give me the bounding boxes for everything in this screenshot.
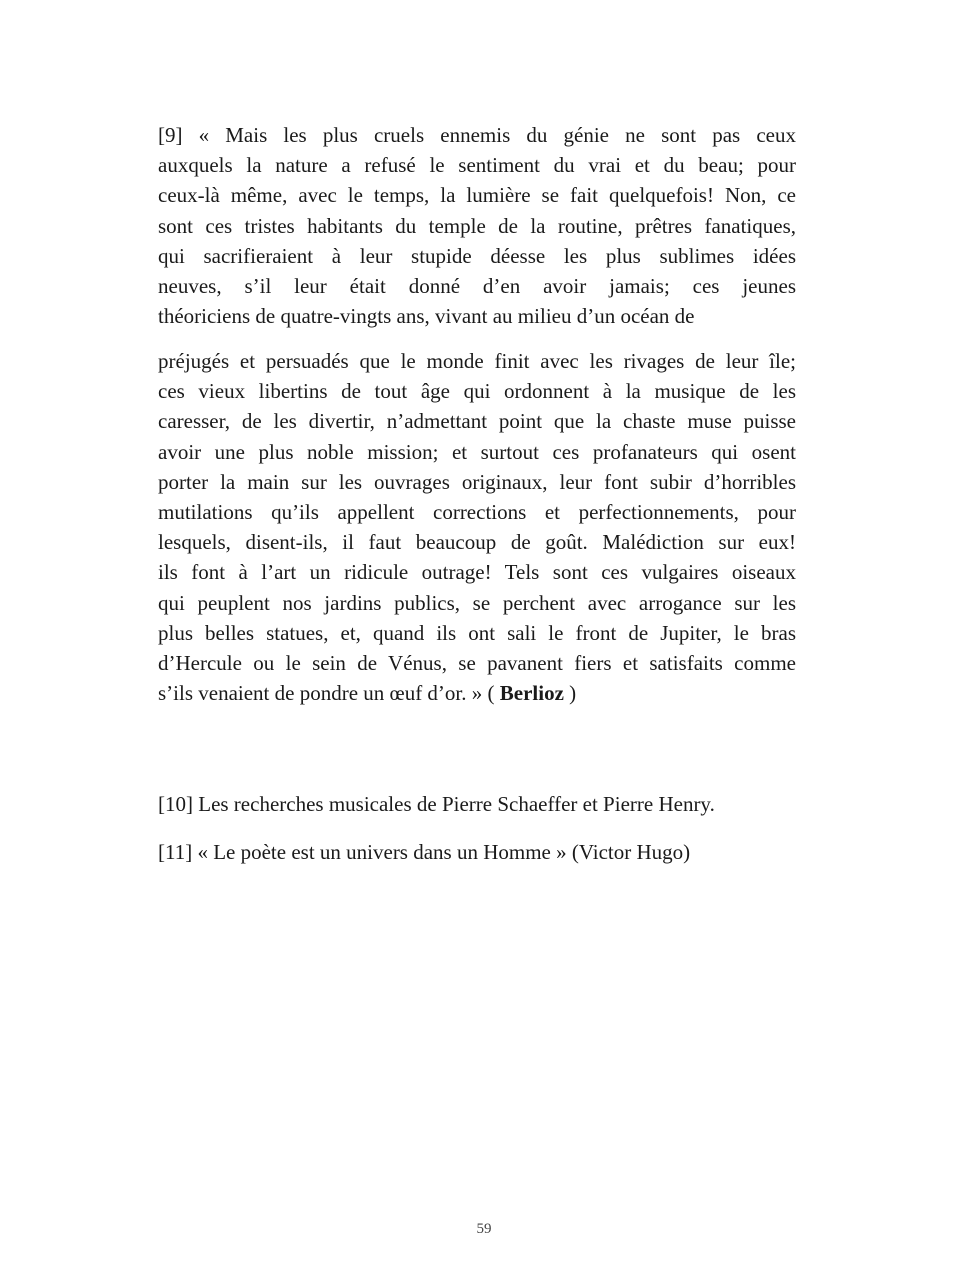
text-line: auxquels la nature a refusé le sentiment du vrai et du beau; pour bbox=[158, 153, 796, 178]
text-line: d’Hercule ou le sein de Vénus, se pavanent fiers et satisfaits comme bbox=[158, 651, 796, 676]
text-line: neuves, s’il leur était donné d’en avoir jamais; ces jeunes bbox=[158, 274, 796, 299]
footnote-11: [11] « Le poète est un univers dans un Homme » (Victor Hugo) bbox=[158, 840, 691, 864]
text-line: qui peuplent nos jardins publics, se perchent avec arrogance sur les bbox=[158, 590, 796, 615]
text-line: ils font à l’art un ridicule outrage! Tels sont ces vulgaires oiseaux bbox=[158, 560, 796, 585]
text-line: porter la main sur les ouvrages originaux, leur font subir d’horribles bbox=[158, 469, 796, 494]
text-line: [9] « Mais les plus cruels ennemis du génie ne sont pas ceux bbox=[158, 123, 796, 147]
text-line: ces vieux libertins de tout âge qui ordonnent à la musique de les bbox=[158, 379, 796, 404]
text-line: mutilations qu’ils appellent corrections et perfectionnements, pour bbox=[158, 500, 796, 525]
quote-ending: s’ils venaient de pondre un œuf d’or. » ( bbox=[158, 681, 500, 706]
text-line: ceux-là même, avec le temps, la lumière se fait quelquefois! Non, ce bbox=[158, 183, 796, 208]
closing-paren: ) bbox=[563, 681, 577, 706]
footnote-10: [10] Les recherches musicales de Pierre Schaeffer et Pierre Henry. bbox=[158, 792, 715, 816]
text-line: plus belles statues, et, quand ils ont sali le front de Jupiter, le bras bbox=[158, 620, 796, 645]
text-line: préjugés et persuadés que le monde finit avec les rivages de leur île; bbox=[158, 349, 796, 373]
text-line-final bbox=[158, 678, 796, 708]
text-line: théoriciens de quatre-vingts ans, vivant au milieu d’un océan de bbox=[158, 304, 695, 329]
footnote-9-paragraph-part2 bbox=[158, 346, 796, 708]
author-name: Berlioz bbox=[499, 681, 564, 706]
page-number: 59 bbox=[476, 1221, 492, 1237]
text-line: qui sacrifieraient à leur stupide déesse les plus sublimes idées bbox=[158, 243, 796, 268]
text-line: sont ces tristes habitants du temple de la routine, prêtres fanatiques, bbox=[158, 213, 796, 238]
text-line: lesquels, disent-ils, il faut beaucoup de goût. Malédiction sur eux! bbox=[158, 530, 796, 555]
text-line: caresser, de les divertir, n’admettant point que la chaste muse puisse bbox=[158, 409, 796, 434]
footnote-9-paragraph-part1 bbox=[158, 120, 796, 331]
text-line: avoir une plus noble mission; et surtout ces profanateurs qui osent bbox=[158, 439, 796, 464]
